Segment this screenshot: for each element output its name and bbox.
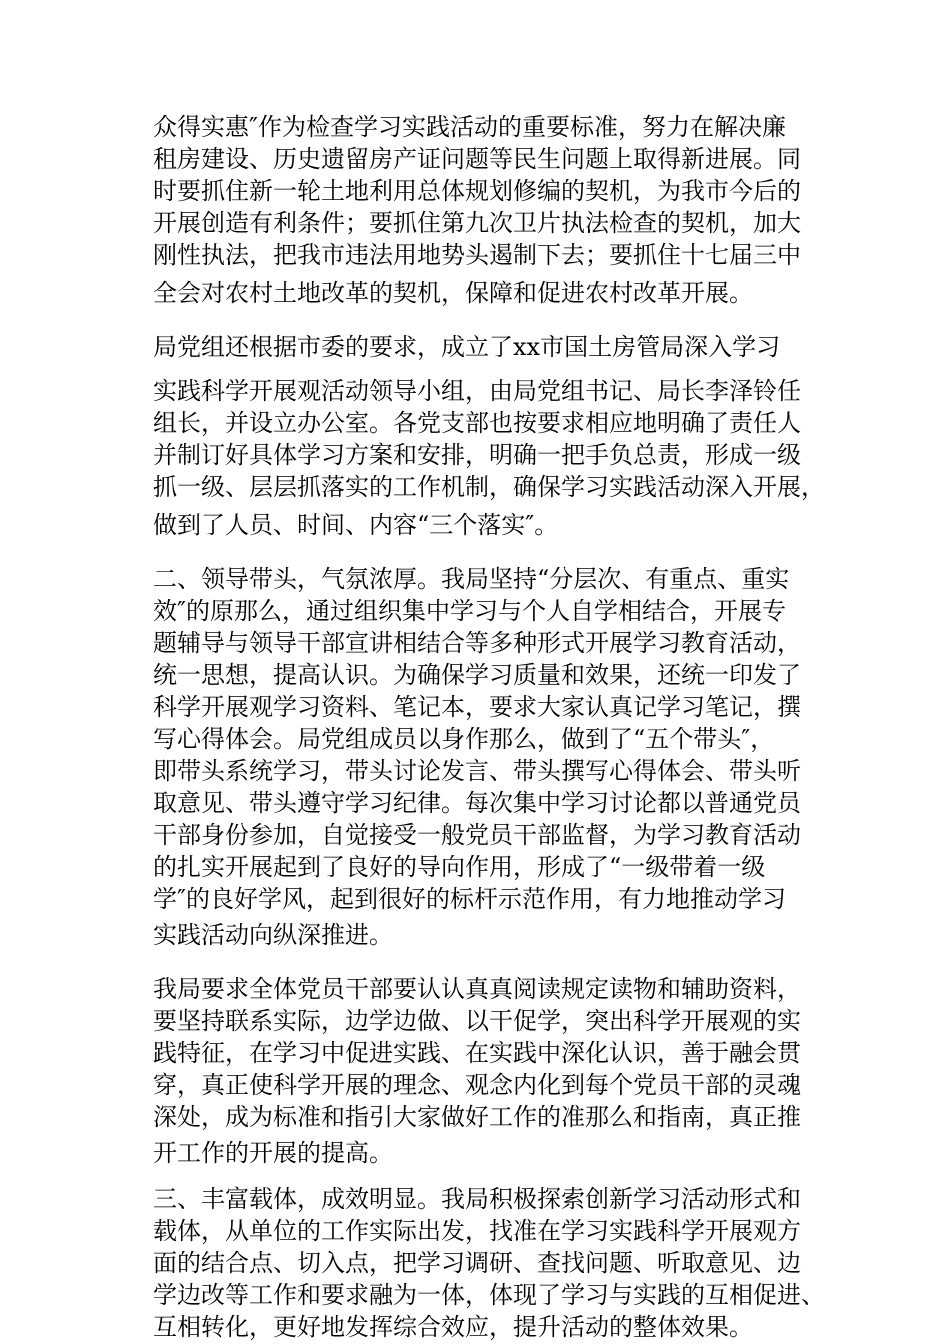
text-line: 租房建设、历史遗留房产证问题等民生问题上取得新进展。同 <box>153 145 801 173</box>
text-line: 穿，真正使科学开展的理念、观念内化到每个党员干部的灵魂 <box>153 1071 801 1099</box>
text-line: 学″的良好学风，起到很好的标杆示范作用，有力地推动学习 <box>153 885 786 913</box>
text-line: 局党组还根据市委的要求，成立了xx市国土房管局深入学习 <box>153 333 781 361</box>
text-line: 学边改等工作和要求融为一体，体现了学习与实践的互相促进、 <box>153 1281 825 1309</box>
text-line: 面的结合点、切入点，把学习调研、查找问题、听取意见、边 <box>153 1249 801 1277</box>
text-line: 组长，并设立办公室。各党支部也按要求相应地明确了责任人 <box>153 409 801 437</box>
text-line: 二、领导带头，气氛浓厚。我局坚持“分层次、有重点、重实 <box>153 565 790 593</box>
text-line: 互相转化，更好地发挥综合效应，提升活动的整体效果。 <box>153 1313 753 1341</box>
text-line: 抓一级、层层抓落实的工作机制，确保学习实践活动深入开展， <box>153 473 825 501</box>
text-line: 三、丰富载体，成效明显。我局积极探索创新学习活动形式和 <box>153 1185 801 1213</box>
text-line: 实践活动向纵深推进。 <box>153 921 393 949</box>
text-line: 统一思想，提高认识。为确保学习质量和效果，还统一印发了 <box>153 661 801 689</box>
text-line: 干部身份参加，自觉接受一般党员干部监督，为学习教育活动 <box>153 821 801 849</box>
text-line: 科学开展观学习资料、笔记本，要求大家认真记学习笔记，撰 <box>153 693 801 721</box>
text-line: 即带头系统学习，带头讨论发言、带头撰写心得体会、带头听 <box>153 757 801 785</box>
text-line: 我局要求全体党员干部要认认真真阅读规定读物和辅助资料， <box>153 975 801 1003</box>
text-line: 题辅导与领导干部宣讲相结合等多种形式开展学习教育活动， <box>153 629 801 657</box>
text-line: 载体，从单位的工作实际出发，找准在学习实践科学开展观方 <box>153 1217 801 1245</box>
text-line: 实践科学开展观活动领导小组，由局党组书记、局长李泽铃任 <box>153 377 801 405</box>
text-line: 开工作的开展的提高。 <box>153 1139 393 1167</box>
text-line: 众得实惠″作为检查学习实践活动的重要标准，努力在解决廉 <box>153 113 786 141</box>
text-line: 并制订好具体学习方案和安排，明确一把手负总责，形成一级 <box>153 441 801 469</box>
text-line: 刚性执法，把我市违法用地势头遏制下去；要抓住十七届三中 <box>153 241 801 269</box>
text-line: 效″的原那么，通过组织集中学习与个人自学相结合，开展专 <box>153 597 786 625</box>
text-line: 取意见、带头遵守学习纪律。每次集中学习讨论都以普通党员 <box>153 789 801 817</box>
text-line: 践特征，在学习中促进实践、在实践中深化认识，善于融会贯 <box>153 1039 801 1067</box>
text-line: 全会对农村土地改革的契机，保障和促进农村改革开展。 <box>153 279 753 307</box>
text-line: 的扎实开展起到了良好的导向作用，形成了“一级带着一级 <box>153 853 766 881</box>
text-line: 要坚持联系实际，边学边做、以干促学，突出科学开展观的实 <box>153 1007 801 1035</box>
text-line: 写心得体会。局党组成员以身作那么，做到了“五个带头″， <box>153 725 775 753</box>
text-line: 深处，成为标准和指引大家做好工作的准那么和指南，真正推 <box>153 1103 801 1131</box>
text-line: 时要抓住新一轮土地利用总体规划修编的契机，为我市今后的 <box>153 177 801 205</box>
text-line: 做到了人员、时间、内容“三个落实″。 <box>153 511 559 539</box>
text-line: 开展创造有利条件；要抓住第九次卫片执法检查的契机，加大 <box>153 209 801 237</box>
